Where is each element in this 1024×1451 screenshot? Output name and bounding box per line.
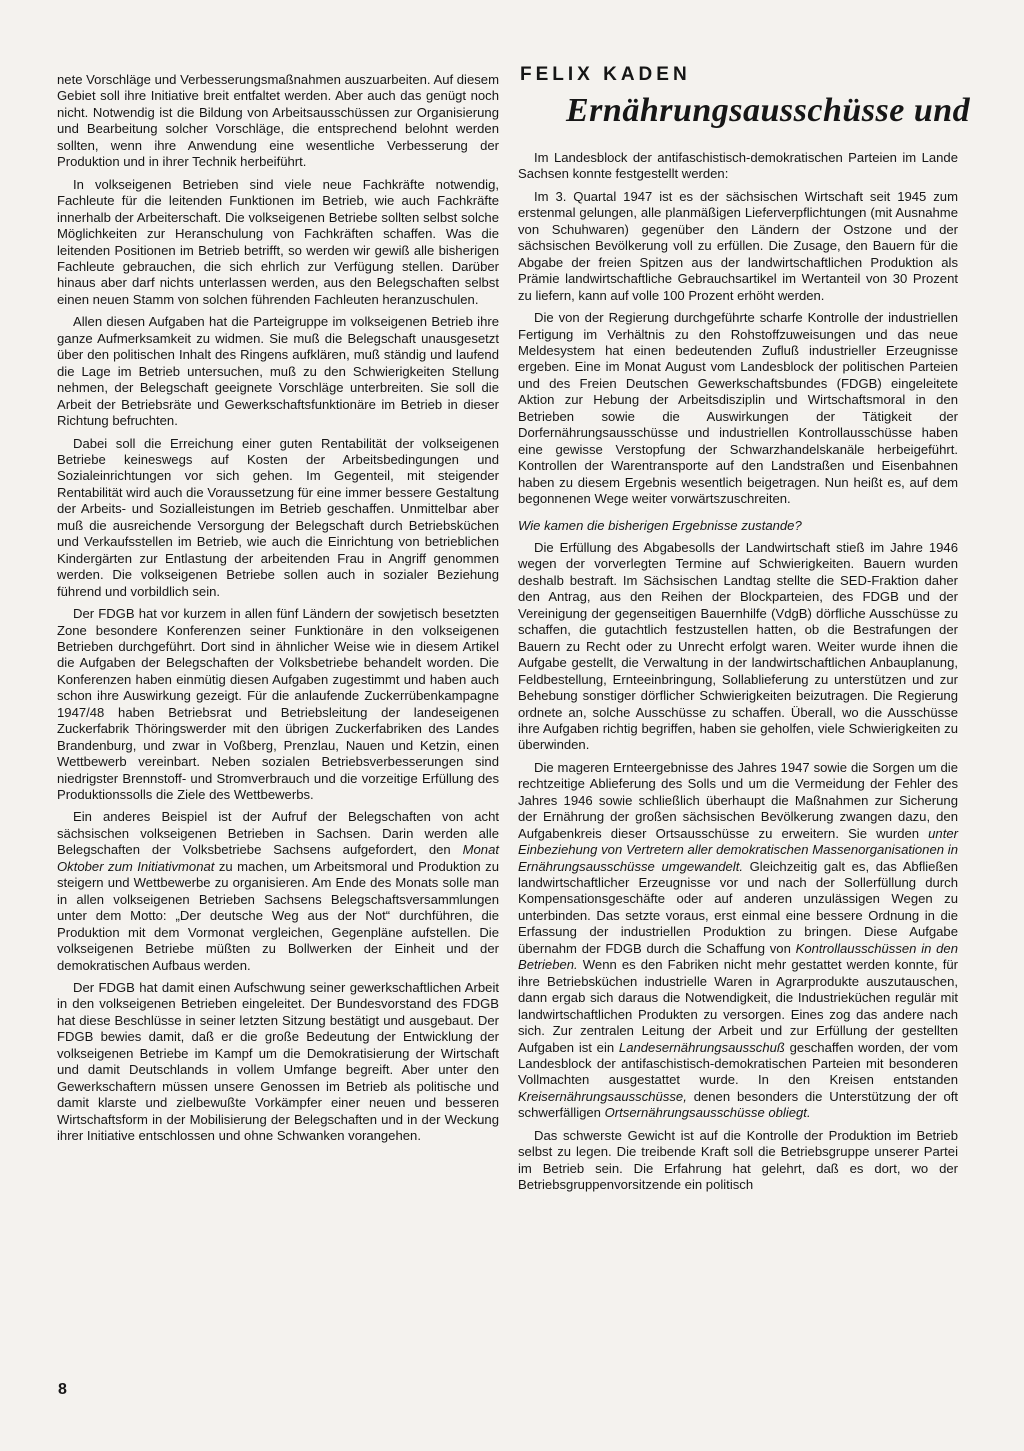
paragraph: Im 3. Quartal 1947 ist es der sächsischen Wirtschaft seit 1945 zum erstenmal gelungen, alle planmäßigen Lieferverpflichtungen (mit Ausnahme von Schuhwaren) gegenüber den Ländern der Ostzone und der sächsischen Bevölkerung voll zu erfüllen. Die Zusage, den Bauern für die Abgabe der freien Spitzen aus der landwirtschaftlichen Produktion als Prämie landwirtschaftliche Gebrauchsartikel im Wertanteil von 30 Prozent zu liefern, kann auf volle 100 Prozent erhöht werden. <box>518 188 958 303</box>
paragraph: Der FDGB hat vor kurzem in allen fünf Ländern der sowjetisch besetzten Zone besondere Konferenzen seiner Funktionäre in den volkseigenen Betrieben durchgeführt. Dort sind in ähnlicher Weise wie in diesem Artikel die Aufgaben der Belegschaften der Volksbetriebe behandelt worden. Die Konferenzen haben einmütig diesen Aufgaben zugestimmt und haben auch schon ihre Auswirkung gezeigt. Für die anlaufende Zuckerrübenkampagne 1947/48 haben Betriebsrat und Betriebsleitung der landeseigenen Zuckerfabrik Thöringswerder mit den übrigen Zuckerfabriken des Landes Brandenburg, und zwar in Voßberg, Prenzlau, Nauen und Ketzin, einen Wettbewerb vereinbart. Neben sozialen Betriebsverbesserungen sind niedrigster Brennstoff- und Stromverbrauch und die vorzeitige Erfüllung des Produktionssolls die Ziele des Wettbewerbs. <box>57 606 499 803</box>
paragraph: Allen diesen Aufgaben hat die Parteigruppe im volkseigenen Betrieb ihre ganze Aufmerksamkeit zu widmen. Sie muß die Belegschaft unausgesetzt über den politischen Inhalt des Ringens aufklären, muß ständig und laufend die Lage im Betrieb untersuchen, muß zu den Schwierigkeiten Stellung nehmen, der Belegschaft geeignete Vorschläge unterbreiten. Sie soll die Arbeit der Betriebsräte und Gewerkschaftsfunktionäre im Betrieb in dieser Richtung befruchten. <box>57 314 499 429</box>
text-run: geschaffen worden, der vom Landesblock der antifaschistisch-demokratischen Parteien mit besonderen Vollmachten ausgestattet wurde. In den Kreisen entstanden <box>518 1039 959 1088</box>
paragraph: Der FDGB hat damit einen Aufschwung seiner gewerkschaftlichen Arbeit in den volkseigenen Betrieben eingeleitet. Der Bundesvorstand des FDGB hat diese Beschlüsse in seiner letzten Sitzung bestätigt und ausgebaut. Der FDGB bewies damit, daß er die große Bedeutung der Entwicklung der volkseigenen Betriebe im Kampf um die Demokratisierung der Wirtschaft und damit Deutschlands in vollem Umfange begreift. Aber unter den Gewerkschaftern müssen unsere Genossen im Betrieb als politische und damit klarste und zielbewußte Vorkämpfer einer neuen und besseren Wirtschaftsform in der Mobilisierung der Belegschaften und in der Weckung ihrer Initiative entschlossen und ohne Schwanken vorangehen. <box>57 980 499 1144</box>
paragraph: Die Erfüllung des Abgabesolls der Landwirtschaft stieß im Jahre 1946 wegen der vorverlegten Termine auf Schwierigkeiten. Bauern wurden deshalb bestraft. Im Sächsischen Landtag stellte die SED-Fraktion daher den Antrag, aus den Reihen der Blockparteien, des FDGB und der Vereinigung der gegenseitigen Bauernhilfe (VdgB) dörfliche Ausschüsse zu schaffen, die gutachtlich festzustellen hatten, ob die Bestrafungen der Bauern zu Recht oder zu Unrecht erfolgt waren. Weiter wurde ihnen die Aufgabe gestellt, die Verwaltung in der landwirtschaftlichen Anbauplanung, Feldbestellung, Ernteeinbringung, Sollablieferung zu unterstützen und zur Behebung sonstiger dörflicher Schwierigkeiten beizutragen. Die Regierung ordnete an, solche Ausschüsse zu schaffen. Überall, wo die Ausschüsse ihre Aufgaben richtig begriffen, haben sie geholfen, viele Schwierigkeiten zu überwinden. <box>518 539 958 753</box>
emphasis: unter Einbeziehung von Vertretern aller demokratischen Massenorganisationen in Ernährungsausschüsse umgewandelt. <box>518 825 958 874</box>
section-subheading: Wie kamen die bisherigen Ergebnisse zustande? <box>518 517 802 533</box>
emphasis: Kontrollausschüssen in den Betrieben. <box>518 940 958 973</box>
emphasis: Monat Oktober zum Initiativmonat <box>57 842 499 874</box>
text-run: zu machen, um Arbeitsmoral und Produktion zu steigern und Wettbewerbe zu organisieren. Am Ende des Monats solle man in allen volkseigenen Betrieben Sachsens Belegschaftsversammlungen unter dem Motto: „Der deutsche Weg aus der Not“ durchführen, die Produktion mit dem Vormonat vergleichen, Gegenpläne aufstellen. Die volkseigenen Betriebe müßten zu Bollwerken der Einheit und der demokratischen Aufbaus werden. <box>57 858 499 973</box>
emphasis: Ortsernährungsausschüsse obliegt. <box>604 1105 811 1121</box>
text-run: denen besonders die Unterstützung der oft schwerfälligen <box>518 1088 958 1121</box>
page-number: 8 <box>58 1381 67 1398</box>
paragraph <box>518 760 958 1122</box>
emphasis: Landesernährungsausschuß <box>618 1039 785 1055</box>
paragraph: Dabei soll die Erreichung einer guten Rentabilität der volkseigenen Betriebe keineswegs auf Kosten der Arbeitsbedingungen und Sozialeinrichtungen vor sich gehen. Im Gegenteil, mit steigender Rentabilität wird auch die Voraussetzung für eine immer bessere Gestaltung der Arbeits- und Sozialleistungen im Betrieb geschaffen. Unmittelbar aber muß die ausreichende Versorgung der Belegschaft durch Betriebsküchen und Verkaufsstellen im Betrieb, wie auch die Einrichtung von betrieblichen Kindergärten zur Entlastung der arbeitenden Frau in Angriff genommen werden. Die volkseigenen Betriebe sollen auch in sozialer Beziehung führend und vorbildlich sein. <box>57 435 499 599</box>
paragraph: Das schwerste Gewicht ist auf die Kontrolle der Produktion im Betrieb selbst zu legen. Die treibende Kraft soll die Betriebsgruppe unserer Partei im Betrieb sein. Die Erfahrung hat gelehrt, daß es dort, wo der Betriebsgruppenvorsitzende ein politisch <box>518 1127 958 1193</box>
paragraph: Im Landesblock der antifaschistisch-demokratischen Parteien im Lande Sachsen konnte festgestellt werden: <box>518 150 958 182</box>
text-run: Die mageren Ernteergebnisse des Jahres 1947 sowie die Sorgen um die rechtzeitige Ablieferung des Solls und um die Vermeidung der Fehler des Jahres 1946 sowie schließlich überhaupt die Maßnahmen zur Sicherung der Ernährung der großen sächsischen Bevölkerung zwangen dazu, den Aufgabenkreis dieser Ortsausschüsse zu erweitern. Sie wurden <box>518 759 958 841</box>
author-name: FELIX KADEN <box>520 64 691 85</box>
article-headline: Ernährungsausschüsse und <box>566 92 971 129</box>
paragraph: In volkseigenen Betrieben sind viele neue Fachkräfte notwendig, Fachleute für die leitenden Funktionen im Betrieb, wie auch Fachkräfte innerhalb der Arbeiterschaft. Die volkseigenen Betriebe sollten selbst solche Möglichkeiten zur Heranschulung von Fachkräften schaffen. Was die leitenden Positionen im Betrieb betrifft, so werden wir gewiß alle bisherigen Fachleute gebrauchen, die sich ehrlich zur Verfügung stellen. Darüber hinaus aber darf nichts unterlassen werden, aus den Belegschaften selbst einen neuen Stamm von solchen führenden Fachleuten heranzuschulen. <box>57 176 499 307</box>
text-run: Wenn es den Fabriken nicht mehr gestattet werden konnte, für ihre Betriebsküchen industrielle Waren in Agrarprodukte auszutauschen, dann ergab sich daraus die Notwendigkeit, die Industrieküchen regulär mit landwirtschaftlichen Produkten zu versorgen. Eines zog das andere nach sich. Zur zentralen Leitung der Arbeit und zur Erfüllung der gestellten Aufgaben ist ein <box>518 957 958 1055</box>
text-run: Gleichzeitig galt es, das Abfließen landwirtschaftlicher Erzeugnisse vor und nach der Sollerfüllung durch Kompensationsgeschäfte oder auf anderen unzulässigen Wegen zu unterbinden. Das setzte voraus, erst einmal eine bessere Ordnung in die Erfassung der industriellen Produktion zu bringen. Diese Aufgabe übernahm der FDGB durch die Schaffung von <box>518 858 959 956</box>
left-column <box>57 72 499 1151</box>
paragraph: nete Vorschläge und Verbesserungsmaßnahmen auszuarbeiten. Auf diesem Gebiet soll ihre Initiative breit entfaltet werden. Aber auch das genügt noch nicht. Notwendig ist die Bildung von Arbeitsausschüssen zur Organisierung und Bearbeitung solcher Vorschläge, die entsprechend belohnt werden sollten, wenn ihre Anwendung eine wesentliche Verbesserung der Produktion und in ihrer Technik herbeiführt. <box>57 72 499 170</box>
right-column <box>518 150 958 1200</box>
emphasis: Kreisernährungsausschüsse, <box>518 1088 687 1104</box>
paragraph <box>57 809 499 974</box>
text-run: Ein anderes Beispiel ist der Aufruf der Belegschaften von acht sächsischen volkseigenen Betrieben in Sachsen. Darin werden alle Belegschaften der Volksbetriebe Sachsens aufgefordert, den <box>57 809 499 858</box>
paragraph: Die von der Regierung durchgeführte scharfe Kontrolle der industriellen Fertigung im Verhältnis zu den Rohstoffzuweisungen und das neue Meldesystem hat einen bedeutenden Zufluß industrieller Erzeugnisse ergeben. Eine im Monat August vom Landesblock der politischen Parteien und des Freien Deutschen Gewerkschaftsbundes (FDGB) eingeleitete Aktion zur Hebung der Arbeitsdisziplin und Wirtschaftsmoral in den Betrieben sowie die Auswirkungen der Tätigkeit der Dorfernährungsausschüsse und industriellen Kontrollausschüsse haben eine gewisse Verstopfung der Schwarzhandelskanäle herbeigeführt. Kontrollen der Warentransporte auf den Landstraßen und Eisenbahnen haben zu diesem Ergebnis wesentlich beigetragen. Nun heißt es, auf dem begonnenen Wege weiter vorwärtszuschreiten. <box>518 310 958 507</box>
